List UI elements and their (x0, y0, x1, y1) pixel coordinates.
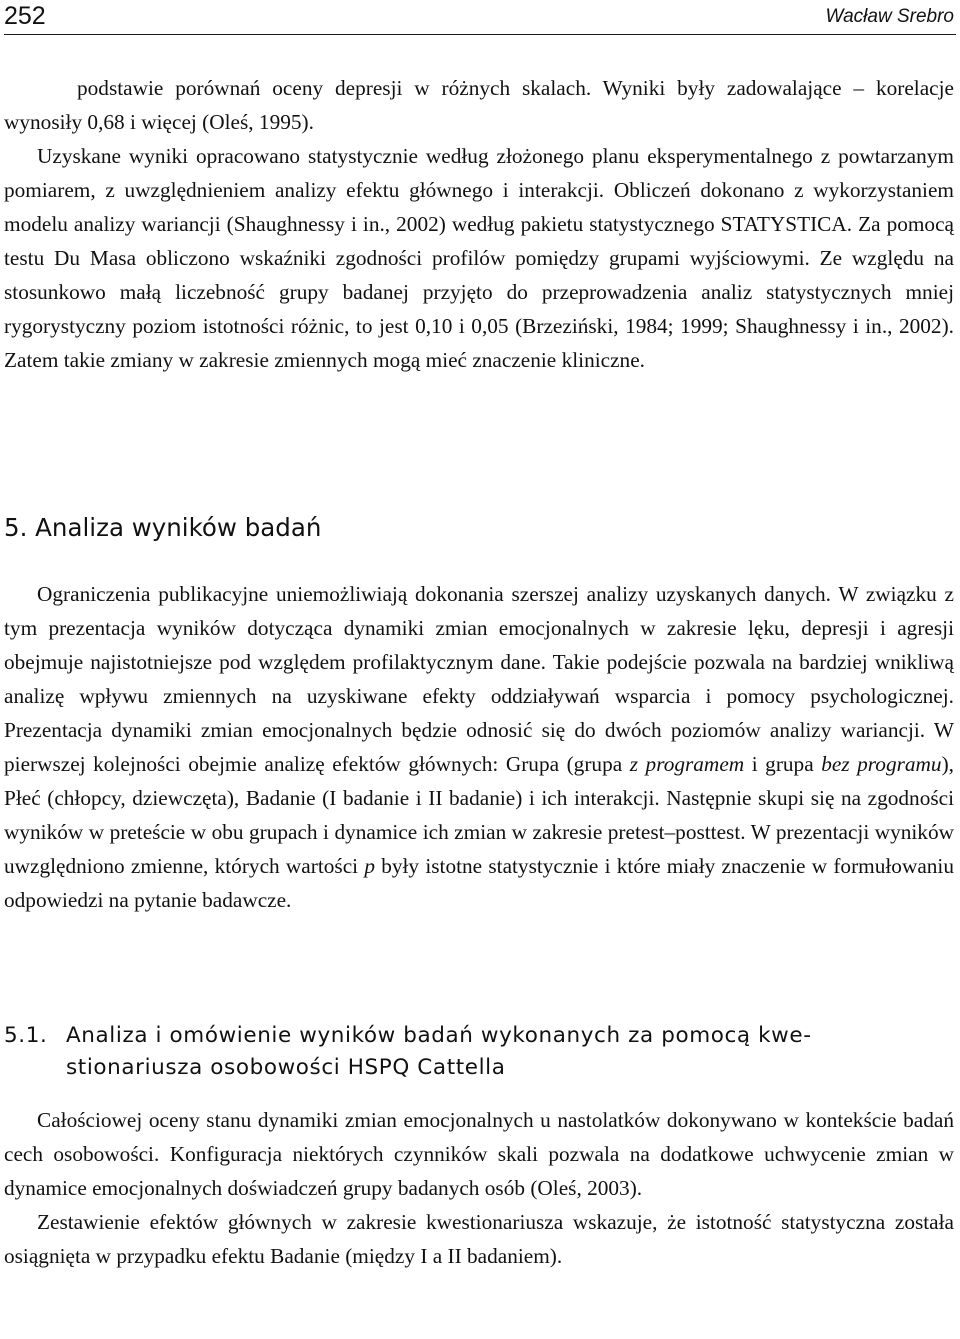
heading-line-2: stionariusza osobowości HSPQ Cattella (66, 1055, 506, 1080)
page-number: 252 (4, 2, 46, 30)
text-run: ), Płeć (chłopcy, dziewczęta), Badanie (I badanie i II badanie) i ich interakcji. Następnie skupi się na zgodności wyników w preteście w obu grupach i dynamice ich zmian w zakresie pretest–posttest. W prezentacji wyników uwzględniono zmienne, których wartości (4, 752, 954, 878)
section-heading-5-1 (4, 1020, 954, 1084)
paragraph-overview: Całościowej oceny stanu dynamiki zmian emocjonalnych u nastolatków dokonywano w kontekście badań cech osobowości. Konfiguracja niektórych czynników skali pozwala na dodatkowe uchwycenie zmian w dynamice emocjonalnych doświadczeń grupy badanych osób (Oleś, 2003). (4, 1108, 954, 1200)
methods-text (4, 71, 954, 377)
running-header (4, 0, 956, 35)
section-5-text (4, 577, 954, 917)
text-run: Ograniczenia publikacyjne uniemożliwiają dokonania szerszej analizy uzyskanych danych. W związku z tym prezentacja wyników dotycząca dynamiki zmian emocjonalnych w zakresie lęku, depresji i agresji obejmuje najistotniejsze pod względem profilaktycznym dane. Takie podejście pozwala na bardziej wnikliwą analizę wpływu zmiennych na uzyskiwane efekty oddziaływań wsparcia i pomocy psychologicznej. Prezentacja dynamiki zmian emocjonalnych będzie odnosić się do dwóch poziomów analizy wariancji. W pierwszej kolejności obejmie analizę efektów głównych: Grupa (grupa (4, 582, 954, 776)
running-author: Wacław Srebro (825, 6, 954, 27)
text-run: i grupa (744, 752, 822, 776)
paragraph-analysis (4, 577, 954, 917)
paragraph-statistics: Uzyskane wyniki opracowano statystycznie według złożonego planu eksperymentalnego z powtarzanym pomiarem, z uwzględnieniem analizy efektu głównego i interakcji. Obliczeń dokonano z wykorzystaniem modelu analizy wariancji (Shaughnessy i in., 2002) według pakietu statystycznego STATYSTICA. Za pomocą testu Du Masa obliczono wskaźniki zgodności profilów pomiędzy grupami wyjściowymi. Ze względu na stosunkowo małą liczebność grupy badanej przyjęto do przeprowadzenia analiz statystycznych mniej rygorystyczny poziom istotności różnic, to jest 0,10 i 0,05 (Brzeziński, 1984; 1999; Shaughnessy i in., 2002). Zatem takie zmiany w zakresie zmiennych mogą mieć znaczenie kliniczne. (4, 144, 954, 372)
paragraph-continuation: podstawie porównań oceny depresji w różnych skalach. Wyniki były zadowalające – korelacje wynosiły 0,68 i więcej (Oleś, 1995). (4, 76, 954, 134)
paragraph-main-effects: Zestawienie efektów głównych w zakresie kwestionariusza wskazuje, że istotność statystyczna została osiągnięta w przypadku efektu Badanie (między I a II badaniem). (4, 1210, 954, 1268)
section-5-1-text (4, 1103, 954, 1273)
section-number: 5.1. (4, 1023, 48, 1048)
italic-term: p (364, 854, 375, 878)
section-heading-5: 5. Analiza wyników badań (4, 513, 322, 542)
text-run: były istotne statystycznie i które miały znaczenie w formułowaniu odpowiedzi na pytanie badawcze. (4, 854, 954, 912)
italic-term: bez programu (821, 752, 942, 776)
italic-term: z programem (629, 752, 745, 776)
heading-line-1: Analiza i omówienie wyników badań wykonanych za pomocą kwe- (66, 1023, 812, 1048)
